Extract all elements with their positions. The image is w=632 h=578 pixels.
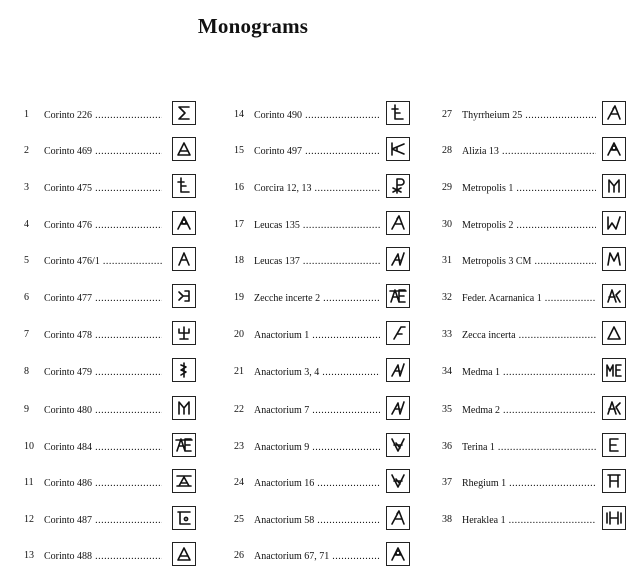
monogram-box xyxy=(386,506,410,530)
monogram-box xyxy=(172,396,196,420)
entry-label: Feder. Acarnanica 1 ..... xyxy=(462,292,596,305)
monogram-box xyxy=(602,137,626,161)
entry-label: Anactorium 3, 4 ..... xyxy=(254,366,380,379)
entry-number: 27 xyxy=(442,109,452,120)
alpha-slant-monogram-icon xyxy=(605,104,623,122)
entry-label: Zecche incerte 2 ..... xyxy=(254,292,380,305)
entry-number: 26 xyxy=(234,550,244,561)
entry-number: 10 xyxy=(24,441,34,452)
monogram-box xyxy=(386,174,410,198)
entry-number: 5 xyxy=(24,255,29,266)
entry-label: Corinto 475 ..... xyxy=(44,182,162,195)
entry-number: 3 xyxy=(24,182,29,193)
monogram-box xyxy=(386,433,410,457)
monogram-box xyxy=(172,506,196,530)
entry-number: 21 xyxy=(234,366,244,377)
psi-monogram-icon xyxy=(175,324,193,342)
entry-number: 35 xyxy=(442,404,452,415)
entry-number: 31 xyxy=(442,255,452,266)
entry-number: 8 xyxy=(24,366,29,377)
k-monogram-icon xyxy=(389,140,407,158)
entry-label: Rhegium 1 ..... xyxy=(462,477,596,490)
entry-number: 13 xyxy=(24,550,34,561)
monogram-box xyxy=(386,247,410,271)
my-monogram-icon xyxy=(605,177,623,195)
monogram-box xyxy=(172,137,196,161)
va-monogram-icon xyxy=(389,472,407,490)
monogram-box xyxy=(602,211,626,235)
entry-label: Metropolis 3 CM ..... xyxy=(462,255,596,268)
entry-label: Heraklea 1 ..... xyxy=(462,514,596,527)
m-monogram-icon xyxy=(605,250,623,268)
sigma-monogram-icon xyxy=(175,104,193,122)
monogram-box xyxy=(386,469,410,493)
monogram-box xyxy=(172,321,196,345)
entry-label: Anactorium 16 ..... xyxy=(254,477,380,490)
entry-number: 6 xyxy=(24,292,29,303)
entry-number: 11 xyxy=(24,477,34,488)
entry-number: 29 xyxy=(442,182,452,193)
entry-number: 1 xyxy=(24,109,29,120)
entry-number: 17 xyxy=(234,219,244,230)
ak-monogram-icon xyxy=(605,399,623,417)
monogram-box xyxy=(172,284,196,308)
delta-monogram-icon xyxy=(605,324,623,342)
alpha-bar-monogram-icon xyxy=(175,140,193,158)
entry-number: 28 xyxy=(442,145,452,156)
monogram-box xyxy=(386,542,410,566)
monogram-box xyxy=(602,396,626,420)
entry-label: Anactorium 67, 71 ..... xyxy=(254,550,380,563)
alpha-slant-monogram-icon xyxy=(389,509,407,527)
monogram-box xyxy=(386,321,410,345)
my-monogram-icon xyxy=(175,399,193,417)
entry-number: 30 xyxy=(442,219,452,230)
xi-monogram-icon xyxy=(175,361,193,379)
page-title: Monograms xyxy=(197,14,309,38)
me-monogram-icon xyxy=(605,361,623,379)
monogram-box xyxy=(172,542,196,566)
entry-label: Corinto 226 ..... xyxy=(44,109,162,122)
entry-label: Anactorium 7 ..... xyxy=(254,404,380,417)
entry-label: Corinto 484 ..... xyxy=(44,441,162,454)
va-monogram-icon xyxy=(389,436,407,454)
entry-number: 4 xyxy=(24,219,29,230)
w-monogram-icon xyxy=(605,214,623,232)
entry-label: Corinto 478 ..... xyxy=(44,329,162,342)
entry-number: 32 xyxy=(442,292,452,303)
e-cross-monogram-icon xyxy=(175,177,193,195)
entry-number: 34 xyxy=(442,366,452,377)
entry-number: 36 xyxy=(442,441,452,452)
entry-number: 20 xyxy=(234,329,244,340)
alpha-frame-monogram-icon xyxy=(175,545,193,563)
entry-label: Leucas 137 ..... xyxy=(254,255,380,268)
entry-label: Corinto 490 ..... xyxy=(254,109,380,122)
monogram-box xyxy=(602,247,626,271)
monogram-box xyxy=(602,469,626,493)
monogram-box xyxy=(602,321,626,345)
entry-label: Corinto 480 ..... xyxy=(44,404,162,417)
alpha-box-monogram-icon xyxy=(175,472,193,490)
alpha-slant-monogram-icon xyxy=(389,214,407,232)
gamma-dot-monogram-icon xyxy=(175,509,193,527)
entry-label: Terina 1 ..... xyxy=(462,441,596,454)
an-monogram-icon xyxy=(389,250,407,268)
monogram-box xyxy=(602,284,626,308)
entry-number: 22 xyxy=(234,404,244,415)
entry-label: Corinto 476/1 ..... xyxy=(44,255,162,268)
entry-number: 9 xyxy=(24,404,29,415)
monogram-box xyxy=(172,247,196,271)
entry-label: Thyrrheium 25 ..... xyxy=(462,109,596,122)
e-cross-monogram-icon xyxy=(389,104,407,122)
monogram-box xyxy=(172,101,196,125)
entry-number: 23 xyxy=(234,441,244,452)
entry-label: Metropolis 1 ..... xyxy=(462,182,596,195)
monogram-box xyxy=(386,284,410,308)
entry-label: Corinto 487 ..... xyxy=(44,514,162,527)
entry-label: Metropolis 2 ..... xyxy=(462,219,596,232)
monogram-box xyxy=(602,506,626,530)
entry-label: Zecca incerta ..... xyxy=(462,329,596,342)
entry-label: Corinto 477 ..... xyxy=(44,292,162,305)
alpha-monogram-icon xyxy=(175,250,193,268)
e-monogram-icon xyxy=(605,436,623,454)
entry-label: Corinto 469 ..... xyxy=(44,145,162,158)
entry-label: Corinto 486 ..... xyxy=(44,477,162,490)
entry-label: Corinto 479 ..... xyxy=(44,366,162,379)
ae-monogram-icon xyxy=(175,436,193,454)
entry-number: 7 xyxy=(24,329,29,340)
ph-monogram-icon xyxy=(605,472,623,490)
entry-number: 2 xyxy=(24,145,29,156)
monogram-box xyxy=(386,101,410,125)
entry-label: Corinto 497 ..... xyxy=(254,145,380,158)
monogram-box xyxy=(602,174,626,198)
entry-number: 25 xyxy=(234,514,244,525)
an-monogram-icon xyxy=(389,399,407,417)
entry-number: 18 xyxy=(234,255,244,266)
entry-number: 33 xyxy=(442,329,452,340)
entry-number: 24 xyxy=(234,477,244,488)
entry-label: Anactorium 58 ..... xyxy=(254,514,380,527)
entry-number: 19 xyxy=(234,292,244,303)
monogram-box xyxy=(172,358,196,382)
ae-monogram-icon xyxy=(389,287,407,305)
entry-number: 37 xyxy=(442,477,452,488)
ak-monogram-icon xyxy=(605,287,623,305)
entry-label: Medma 2 ..... xyxy=(462,404,596,417)
monogram-box xyxy=(602,433,626,457)
monogram-box xyxy=(172,174,196,198)
entry-label: Anactorium 9 ..... xyxy=(254,441,380,454)
entry-label: Anactorium 1 ..... xyxy=(254,329,380,342)
monogram-box xyxy=(602,358,626,382)
entry-label: Medma 1 ..... xyxy=(462,366,596,379)
entry-label: Corcira 12, 13 ..... xyxy=(254,182,380,195)
chi-rho-monogram-icon xyxy=(389,177,407,195)
monogram-box xyxy=(172,211,196,235)
entry-label: Leucas 135 ..... xyxy=(254,219,380,232)
f-monogram-icon xyxy=(389,324,407,342)
monogram-box xyxy=(172,433,196,457)
an-monogram-icon xyxy=(389,361,407,379)
entry-number: 16 xyxy=(234,182,244,193)
entry-label: Corinto 488 ..... xyxy=(44,550,162,563)
monogram-box xyxy=(386,137,410,161)
h-monogram-icon xyxy=(605,509,623,527)
alpha-ring-monogram-icon xyxy=(389,545,407,563)
monogram-box xyxy=(602,101,626,125)
entry-number: 15 xyxy=(234,145,244,156)
entry-number: 12 xyxy=(24,514,34,525)
entry-label: Alizia 13 ..... xyxy=(462,145,596,158)
ke-monogram-icon xyxy=(175,287,193,305)
monogram-box xyxy=(386,358,410,382)
alpha-ring-monogram-icon xyxy=(605,140,623,158)
entry-number: 38 xyxy=(442,514,452,525)
alpha-ring-monogram-icon xyxy=(175,214,193,232)
entry-number: 14 xyxy=(234,109,244,120)
monogram-box xyxy=(386,396,410,420)
monogram-box xyxy=(172,469,196,493)
monogram-box xyxy=(386,211,410,235)
entry-label: Corinto 476 ..... xyxy=(44,219,162,232)
